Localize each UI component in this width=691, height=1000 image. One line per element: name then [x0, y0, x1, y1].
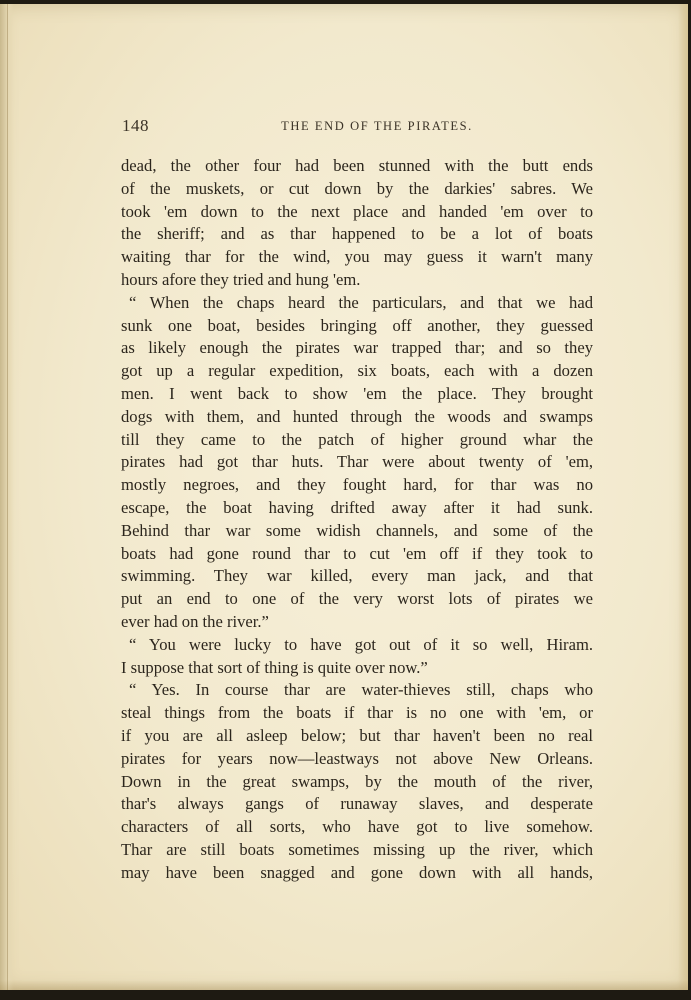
page-bottom-shadow: [0, 980, 688, 990]
text-line: as likely enough the pirates war trapped thar; and so they: [121, 338, 593, 358]
text-line: pirates had got thar huts. Thar were about twenty of 'em,: [121, 452, 593, 472]
text-line: Down in the great swamps, by the mouth of the river,: [121, 771, 593, 791]
page-number: 148: [122, 116, 149, 135]
text-line: if you are all asleep below; but thar haven't been no real: [121, 725, 593, 745]
text-line: may have been snagged and gone down with all hands,: [121, 862, 593, 882]
text-line: boats had gone round thar to cut 'em off if they took to: [121, 543, 593, 563]
text-line: swimming. They war killed, every man jack, and that: [121, 566, 593, 586]
gutter-line: [7, 4, 8, 990]
text-line: Thar are still boats sometimes missing up the river, which: [121, 839, 593, 859]
body-text: [121, 155, 593, 885]
text-line: got up a regular expedition, six boats, each with a dozen: [121, 361, 593, 381]
text-line: escape, the boat having drifted away after it had sunk.: [121, 497, 593, 517]
text-line: dead, the other four had been stunned with the butt ends: [121, 156, 593, 175]
text-line: characters of all sorts, who have got to live somehow.: [121, 817, 593, 837]
text-line: of the muskets, or cut down by the darkies' sabres. We: [121, 178, 593, 198]
text-line: the sheriff; and as thar happened to be a lot of boats: [121, 224, 593, 244]
text-line: mostly negroes, and they fought hard, for thar was no: [121, 475, 593, 495]
text-line: put an end to one of the very worst lots of pirates we: [121, 589, 593, 609]
text-line: “ Yes. In course thar are water-thieves still, chaps who: [129, 680, 593, 700]
text-line: dogs with them, and hunted through the woods and swamps: [121, 406, 593, 426]
running-head: [122, 116, 592, 140]
text-line: I suppose that sort of thing is quite over now.”: [121, 657, 428, 677]
text-line: sunk one boat, besides bringing off another, they guessed: [121, 315, 593, 335]
running-title: THE END OF THE PIRATES.: [281, 119, 473, 133]
text-line: ever had on the river.”: [121, 611, 269, 631]
text-line: hours afore they tried and hung 'em.: [121, 269, 361, 289]
text-line: “ You were lucky to have got out of it so well, Hiram.: [129, 634, 593, 654]
text-line: steal things from the boats if thar is no one with 'em, or: [121, 703, 593, 723]
text-line: men. I went back to show 'em the place. They brought: [121, 383, 593, 403]
text-line: waiting thar for the wind, you may guess it warn't many: [121, 247, 593, 267]
text-line: took 'em down to the next place and handed 'em over to: [121, 201, 593, 221]
text-line: Behind thar war some widish channels, and some of the: [121, 520, 593, 540]
text-line: thar's always gangs of runaway slaves, and desperate: [121, 794, 593, 814]
page-edge: [678, 4, 688, 990]
text-line: pirates for years now—leastways not above New Orleans.: [121, 748, 593, 768]
book-page: [0, 4, 688, 990]
text-line: till they came to the patch of higher ground whar the: [121, 429, 593, 449]
text-line: “ When the chaps heard the particulars, and that we had: [129, 292, 593, 312]
